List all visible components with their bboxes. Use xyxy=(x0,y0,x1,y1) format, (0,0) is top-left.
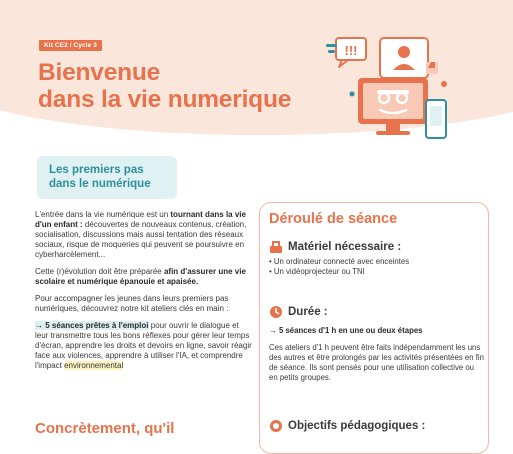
intro-text-c: découvertes de nouveaux contenus, création, socialisation, discussions mais aussi tentation des réseaux sociaux, risque de moqueries qui peuvent se poursuivre en cyberharcèlement... xyxy=(35,220,247,259)
objectifs-heading xyxy=(269,419,425,433)
page-title xyxy=(38,59,291,113)
duree-title: Durée : xyxy=(288,306,328,318)
accompany-paragraph: Pour accompagner les jeunes dans leurs premiers pas numériques, découvrez notre kit ateliers clés en main : xyxy=(35,294,229,313)
clock-icon xyxy=(269,305,283,319)
session-card-title: Déroulé de séance xyxy=(269,211,398,227)
duree-description: Ces ateliers d'1 h peuvent être faits indépendamment les uns des autres et être prolongés par les activités présentées en fin de séance. Ils sont pensés pour une utilisation collective ou en petits groupes. xyxy=(269,343,484,382)
duree-summary: → 5 séances d'1 h en une ou deux étapes xyxy=(269,326,423,335)
digital-life-illustration xyxy=(322,34,457,144)
svg-text:!!!: !!! xyxy=(344,43,358,58)
objectifs-title: Objectifs pédagogiques : xyxy=(288,420,426,432)
page-title-line-2: dans la vie numerique xyxy=(38,86,292,113)
sessions-highlight: → 5 séances prêtes à l'emploi xyxy=(35,321,149,330)
section-title-line-2: dans le numérique xyxy=(49,178,151,190)
kit-badge: Kit CE2 / Cycle 3 xyxy=(39,40,102,51)
section-title-line-1: Les premiers pas xyxy=(49,164,144,176)
materiel-heading xyxy=(269,240,401,254)
materiel-item: • Un vidéoprojecteur ou TNI xyxy=(269,267,365,276)
evolution-paragraph xyxy=(35,267,253,287)
intro-text-a: L'entrée dans la vie numérique est un xyxy=(35,210,171,219)
sessions-text: pour ouvrir le dialogue et leur transmettre tous les bons réflexes pour gérer leur temps d'écran, apprendre les droits et devoirs en ligne, savoir réagir face aux violences, apprendre à utiliser l'IA, et comprendre l'impact xyxy=(35,321,252,370)
tools-icon xyxy=(269,240,283,254)
target-icon xyxy=(269,419,283,433)
page-title-line-1: Bienvenue xyxy=(38,59,161,86)
environment-highlight: environnemental xyxy=(64,361,124,370)
evolution-text-a: Cette (r)évolution doit être préparée xyxy=(35,267,164,276)
intro-text-bold: tournant dans la vie d'un enfant : xyxy=(35,210,246,229)
duree-heading xyxy=(269,305,328,319)
materiel-list xyxy=(269,257,409,277)
materiel-item: • Un ordinateur connecté avec enceintes xyxy=(269,257,410,266)
intro-text-column xyxy=(35,210,253,378)
section-title xyxy=(49,163,151,191)
materiel-title: Matériel nécessaire : xyxy=(288,241,402,253)
concretely-heading: Concrètement, qu'il xyxy=(35,420,175,437)
sessions-paragraph xyxy=(35,321,253,371)
evolution-text-bold: afin d'assurer une vie scolaire et numérique épanouie et apaisée. xyxy=(35,267,246,286)
intro-paragraph xyxy=(35,210,253,260)
